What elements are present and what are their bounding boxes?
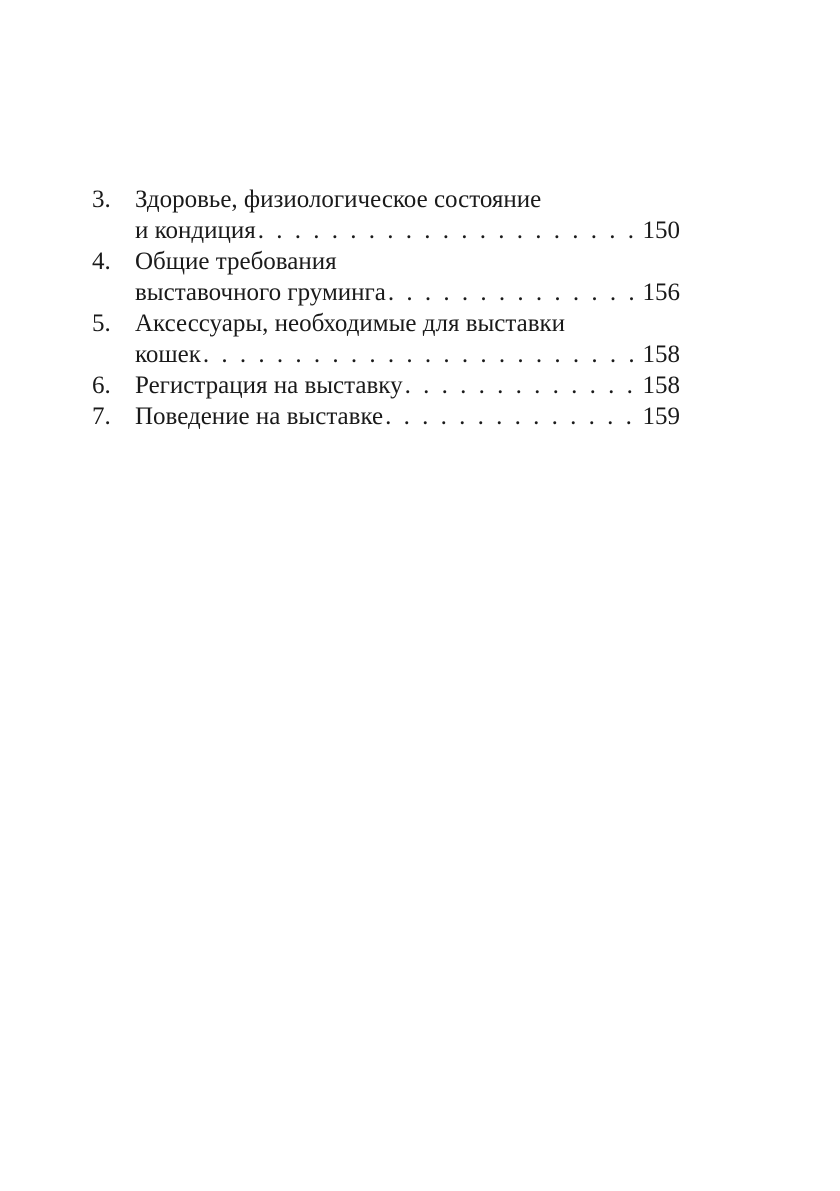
- entry-title-tail: и кондиция: [135, 217, 256, 244]
- entry-last-line: [135, 215, 680, 246]
- entry-last-line: [135, 370, 680, 401]
- entry-title-tail: кошек: [135, 341, 201, 368]
- dot-leader: [256, 215, 643, 246]
- toc-entry-7[interactable]: [92, 401, 680, 432]
- entry-body: [135, 370, 680, 401]
- page-number: 158: [642, 341, 680, 368]
- entry-title: Регистрация на выставку: [135, 372, 403, 399]
- toc-entry-6[interactable]: [92, 370, 680, 401]
- entry-title-line: Аксессуары, необходимые для выставки: [135, 310, 566, 337]
- entry-title-line: Общие требования: [135, 248, 337, 275]
- entry-number: 6.: [92, 372, 111, 399]
- entry-number: 5.: [92, 310, 111, 337]
- entry-body: [135, 246, 680, 308]
- entry-body: [135, 308, 680, 370]
- entry-title-line: Здоровье, физиологическое состояние: [135, 186, 542, 213]
- toc-entry-5[interactable]: [92, 308, 680, 370]
- dot-leader: [201, 339, 643, 370]
- entry-body: [135, 401, 680, 432]
- toc-entry-3[interactable]: [92, 184, 680, 246]
- toc-entry-4[interactable]: [92, 246, 680, 308]
- page-number: 150: [642, 217, 680, 244]
- entry-body: [135, 184, 680, 246]
- dot-leader: [383, 401, 642, 432]
- page-number: 158: [642, 372, 680, 399]
- dot-leader: [403, 370, 643, 401]
- entry-number: 4.: [92, 248, 111, 275]
- table-of-contents: [92, 184, 680, 432]
- entry-number: 3.: [92, 186, 111, 213]
- dot-leader: [386, 277, 643, 308]
- page-number: 156: [642, 279, 680, 306]
- entry-last-line: [135, 277, 680, 308]
- entry-title: Поведение на выставке: [135, 403, 384, 430]
- entry-number: 7.: [92, 403, 111, 430]
- entry-last-line: [135, 401, 680, 432]
- entry-title-tail: выставочного груминга: [135, 279, 386, 306]
- page-number: 159: [642, 403, 680, 430]
- entry-last-line: [135, 339, 680, 370]
